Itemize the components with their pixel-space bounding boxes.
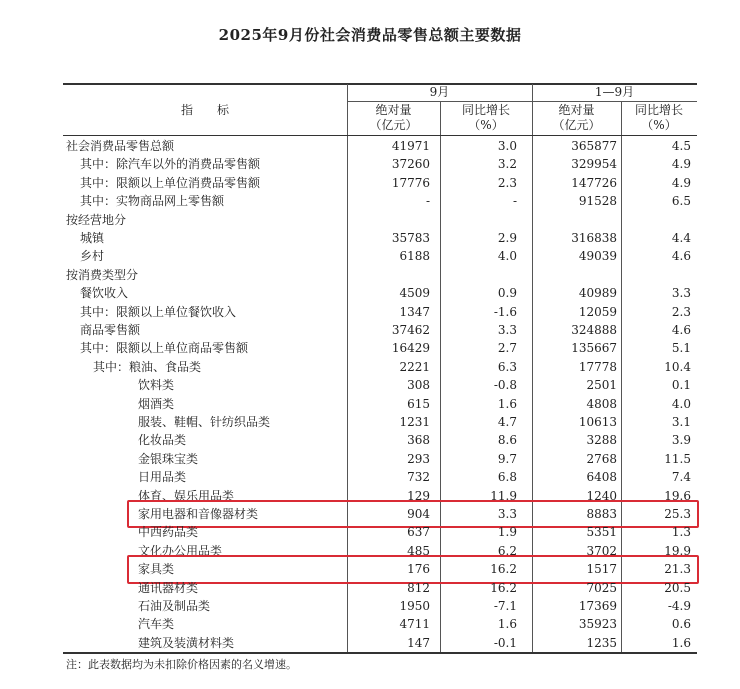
cell-ytd-yoy: 4.6 — [671, 323, 691, 337]
cell-ytd-abs: 17369 — [578, 599, 617, 613]
cell-month-yoy: 1.9 — [497, 525, 517, 540]
cell-month-abs: 17776 — [391, 175, 430, 190]
cell-ytd-abs: 91528 — [578, 194, 617, 209]
cell-ytd-yoy: 19.6 — [664, 488, 691, 503]
cell-month-abs: 1347 — [399, 304, 430, 319]
cell-month-abs: 37462 — [391, 323, 430, 337]
cell-ytd-yoy: 5.1 — [671, 341, 691, 356]
cell-ytd-yoy: 3.9 — [671, 433, 691, 448]
table-row — [63, 321, 697, 339]
row-label: 餐饮收入 — [80, 286, 129, 301]
cell-ytd-yoy: 11.5 — [664, 451, 691, 466]
cell-month-yoy: 0.9 — [497, 286, 517, 301]
row-label: 家具类 — [138, 562, 175, 577]
header-subrule — [347, 101, 697, 102]
table-row — [63, 376, 697, 394]
table-row — [63, 247, 697, 265]
cell-ytd-yoy: 20.5 — [664, 580, 691, 595]
table-row — [63, 615, 697, 633]
cell-month-yoy: 2.3 — [497, 175, 517, 190]
table-row — [63, 579, 697, 597]
cell-month-yoy: 1.6 — [497, 617, 517, 632]
row-label: 其中：粮油、食品类 — [93, 359, 202, 374]
cell-ytd-abs: 40989 — [578, 286, 617, 301]
cell-month-yoy: 2.7 — [497, 341, 517, 356]
table-row — [63, 284, 697, 302]
table-row — [63, 450, 697, 468]
cell-month-yoy: 9.7 — [497, 451, 517, 466]
row-label: 体育、娱乐用品类 — [138, 488, 235, 503]
cell-month-abs: - — [425, 194, 430, 209]
table-row — [63, 303, 697, 321]
cell-ytd-yoy: 4.0 — [671, 396, 691, 411]
cell-ytd-abs: 365877 — [571, 139, 617, 153]
cell-month-yoy: - — [512, 194, 517, 209]
cell-ytd-yoy: 4.4 — [671, 231, 691, 245]
cell-month-yoy: -0.8 — [493, 378, 517, 393]
table-row — [63, 413, 697, 431]
cell-month-abs: 4509 — [399, 286, 430, 301]
cell-month-abs: 147 — [407, 635, 430, 650]
cell-month-abs: 904 — [407, 507, 430, 521]
table-row — [63, 229, 697, 247]
cell-month-yoy: 6.3 — [497, 359, 517, 374]
cell-ytd-abs: 2768 — [586, 451, 617, 466]
header-ytd-abs-unit: （亿元） — [552, 118, 601, 132]
cell-month-abs: 812 — [407, 580, 430, 595]
table-row — [63, 468, 697, 486]
row-label: 其中：限额以上单位餐饮收入 — [80, 304, 237, 319]
row-label: 其中：限额以上单位消费品零售额 — [80, 175, 261, 190]
row-label: 服装、鞋帽、针纺织品类 — [138, 415, 271, 429]
header-ytd-abs: 绝对量 — [558, 103, 595, 117]
cell-month-yoy: 4.0 — [497, 249, 517, 264]
cell-ytd-abs: 147726 — [571, 175, 617, 190]
header-ytd-yoy-unit: （%） — [641, 118, 677, 132]
cell-ytd-yoy: 3.1 — [671, 415, 691, 429]
cell-month-yoy: 3.0 — [497, 139, 517, 153]
cell-month-yoy: 6.2 — [497, 543, 517, 558]
header-month: 9月 — [429, 85, 450, 99]
row-label: 家用电器和音像器材类 — [138, 507, 259, 521]
cell-ytd-yoy: 0.6 — [671, 617, 691, 632]
cell-ytd-yoy: -4.9 — [667, 599, 691, 613]
cell-ytd-abs: 316838 — [571, 231, 617, 245]
cell-ytd-abs: 8883 — [586, 507, 617, 521]
row-label: 按消费类型分 — [66, 267, 139, 282]
table-row — [63, 174, 697, 192]
cell-month-abs: 1231 — [399, 415, 430, 429]
row-label: 城镇 — [80, 231, 105, 245]
cell-ytd-abs: 12059 — [578, 304, 617, 319]
footnote: 注：此表数据均为未扣除价格因素的名义增速。 — [66, 658, 297, 671]
cell-month-yoy: 16.2 — [490, 580, 517, 595]
cell-ytd-yoy: 3.3 — [671, 286, 691, 301]
header-month-abs-unit: （亿元） — [369, 118, 418, 132]
cell-month-abs: 368 — [407, 433, 430, 448]
row-label: 建筑及装潢材料类 — [138, 635, 235, 650]
cell-ytd-abs: 3702 — [586, 543, 617, 558]
row-label: 石油及制品类 — [138, 599, 211, 613]
cell-ytd-abs: 49039 — [578, 249, 617, 264]
header-indicator: 指 标 — [180, 103, 229, 117]
cell-ytd-yoy: 0.1 — [671, 378, 691, 393]
cell-ytd-yoy: 6.5 — [671, 194, 691, 209]
cell-month-yoy: 1.6 — [497, 396, 517, 411]
cell-ytd-yoy: 1.6 — [671, 635, 691, 650]
header-ytd: 1—9月 — [594, 85, 635, 99]
header-ytd-yoy: 同比增长 — [634, 103, 683, 117]
cell-month-abs: 485 — [407, 543, 430, 558]
row-label: 乡村 — [80, 249, 105, 264]
row-label: 金银珠宝类 — [138, 451, 199, 466]
cell-month-abs: 2221 — [399, 359, 430, 374]
cell-month-abs: 37260 — [391, 157, 430, 172]
cell-ytd-yoy: 25.3 — [664, 507, 691, 521]
cell-ytd-yoy: 7.4 — [671, 470, 691, 485]
cell-ytd-abs: 7025 — [586, 580, 617, 595]
cell-month-yoy: 16.2 — [490, 562, 517, 577]
cell-month-yoy: 4.7 — [497, 415, 517, 429]
cell-month-abs: 615 — [407, 396, 430, 411]
cell-month-yoy: 3.3 — [497, 323, 517, 337]
row-label: 商品零售额 — [80, 323, 141, 337]
cell-ytd-yoy: 4.5 — [671, 139, 691, 153]
table-row — [63, 523, 697, 541]
row-label: 饮料类 — [138, 378, 175, 393]
page-title: 2025年9月份社会消费品零售总额主要数据 — [218, 26, 522, 44]
cell-ytd-abs: 135667 — [571, 341, 617, 356]
cell-ytd-abs: 17778 — [578, 359, 617, 374]
header-month-abs: 绝对量 — [375, 103, 412, 117]
cell-ytd-yoy: 4.9 — [671, 157, 691, 172]
cell-ytd-yoy: 4.6 — [671, 249, 691, 264]
cell-month-yoy: -7.1 — [493, 599, 517, 613]
row-label: 文化办公用品类 — [138, 543, 223, 558]
cell-month-abs: 129 — [407, 488, 430, 503]
cell-ytd-abs: 10613 — [578, 415, 617, 429]
table-bottom-rule — [63, 652, 697, 654]
cell-month-abs: 35783 — [391, 231, 430, 245]
cell-month-yoy: 11.9 — [490, 488, 517, 503]
row-label: 汽车类 — [138, 617, 175, 632]
cell-month-abs: 16429 — [391, 341, 430, 356]
row-label: 烟酒类 — [138, 396, 175, 411]
table-row — [63, 339, 697, 357]
cell-month-yoy: 2.9 — [497, 231, 517, 245]
cell-month-yoy: 3.2 — [497, 157, 517, 172]
row-label: 通讯器材类 — [138, 580, 199, 595]
cell-month-yoy: 6.8 — [497, 470, 517, 485]
cell-month-abs: 1950 — [399, 599, 430, 613]
cell-ytd-abs: 324888 — [571, 323, 617, 337]
cell-ytd-abs: 5351 — [586, 525, 617, 540]
cell-ytd-abs: 3288 — [586, 433, 617, 448]
cell-ytd-abs: 1240 — [586, 488, 617, 503]
cell-ytd-abs: 2501 — [586, 378, 617, 393]
table-row — [63, 634, 697, 652]
header-bottom-rule — [63, 135, 697, 136]
cell-month-abs: 293 — [407, 451, 430, 466]
cell-ytd-abs: 329954 — [571, 157, 617, 172]
table-row — [63, 211, 697, 229]
table-row — [63, 597, 697, 615]
cell-ytd-yoy: 19.9 — [664, 543, 691, 558]
row-label: 中西药品类 — [138, 525, 199, 540]
cell-ytd-abs: 35923 — [578, 617, 617, 632]
cell-month-abs: 6188 — [399, 249, 430, 264]
cell-month-yoy: -0.1 — [493, 635, 517, 650]
row-label: 社会消费品零售总额 — [66, 139, 175, 153]
table-row — [63, 266, 697, 284]
cell-month-yoy: 3.3 — [497, 507, 517, 521]
row-label: 其中：限额以上单位商品零售额 — [80, 341, 249, 356]
row-label: 化妆品类 — [138, 433, 187, 448]
row-label: 其中：除汽车以外的消费品零售额 — [80, 157, 261, 172]
cell-ytd-yoy: 10.4 — [664, 359, 691, 374]
table-row — [63, 192, 697, 210]
cell-month-abs: 637 — [407, 525, 430, 540]
cell-month-abs: 308 — [407, 378, 430, 393]
cell-ytd-yoy: 21.3 — [664, 562, 691, 577]
cell-month-abs: 41971 — [391, 139, 430, 153]
cell-ytd-abs: 6408 — [586, 470, 617, 485]
table-row — [63, 137, 697, 155]
row-label: 按经营地分 — [66, 212, 127, 227]
header-month-yoy: 同比增长 — [461, 103, 510, 117]
cell-ytd-yoy: 2.3 — [671, 304, 691, 319]
table-row — [63, 395, 697, 413]
table-row — [63, 431, 697, 449]
row-label: 其中：实物商品网上零售额 — [80, 194, 225, 209]
cell-month-abs: 4711 — [399, 617, 430, 632]
cell-ytd-abs: 4808 — [586, 396, 617, 411]
table-row — [63, 155, 697, 173]
cell-ytd-abs: 1517 — [586, 562, 617, 577]
cell-ytd-yoy: 4.9 — [671, 175, 691, 190]
row-label: 日用品类 — [138, 470, 187, 485]
cell-ytd-yoy: 1.3 — [671, 525, 691, 540]
cell-month-abs: 732 — [407, 470, 430, 485]
header-month-yoy-unit: （%） — [468, 118, 504, 132]
table-row — [63, 358, 697, 376]
cell-ytd-abs: 1235 — [586, 635, 617, 650]
cell-month-yoy: -1.6 — [493, 304, 517, 319]
cell-month-yoy: 8.6 — [497, 433, 517, 448]
cell-month-abs: 176 — [407, 562, 430, 577]
